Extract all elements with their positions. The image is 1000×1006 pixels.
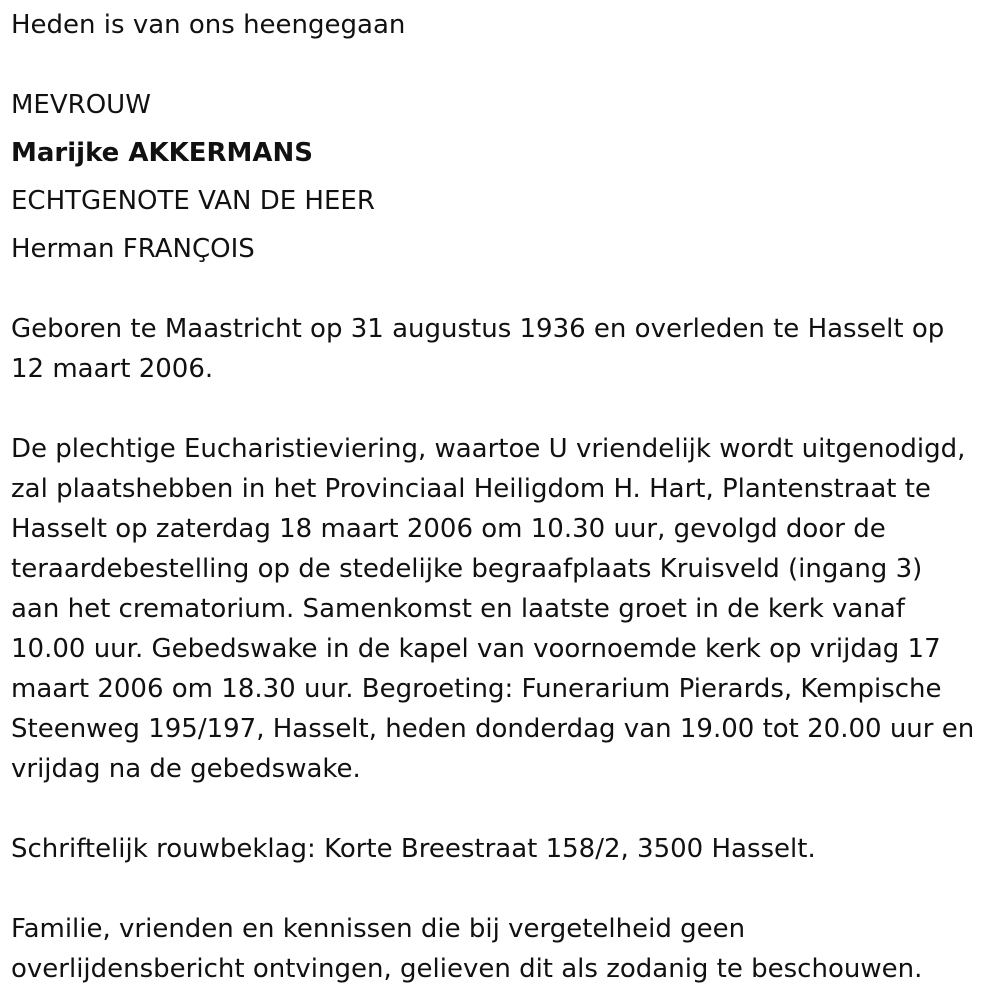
- ceremony-line: Hasselt op zaterdag 18 maart 2006 om 10.30 uur, gevolgd door de: [11, 514, 886, 544]
- deceased-relation: ECHTGENOTE VAN DE HEER: [11, 186, 375, 216]
- intro-text: Heden is van ons heengegaan: [11, 10, 406, 40]
- ceremony-line: Steenweg 195/197, Hasselt, heden donderdag van 19.00 tot 20.00 uur en: [11, 714, 975, 744]
- closing-line: Familie, vrienden en kennissen die bij vergetelheid geen: [11, 914, 746, 944]
- birth-death-line: Geboren te Maastricht op 31 augustus 1936 en overleden te Hasselt op: [11, 314, 945, 344]
- ceremony-line: teraardebestelling op de stedelijke begraafplaats Kruisveld (ingang 3): [11, 554, 923, 584]
- ceremony-paragraph: [11, 429, 991, 789]
- spouse-name: Herman FRANÇOIS: [11, 234, 255, 264]
- closing-line: overlijdensbericht ontvingen, gelieven dit als zodanig te beschouwen.: [11, 954, 923, 984]
- closing-paragraph: [11, 909, 991, 989]
- deceased-name: Marijke AKKERMANS: [11, 138, 314, 168]
- birth-death-line: 12 maart 2006.: [11, 354, 214, 384]
- ceremony-line: De plechtige Eucharistieviering, waartoe U vriendelijk wordt uitgenodigd,: [11, 434, 966, 464]
- ceremony-line: maart 2006 om 18.30 uur. Begroeting: Funerarium Pierards, Kempische: [11, 674, 942, 704]
- deceased-title: MEVROUW: [11, 90, 151, 120]
- ceremony-line: zal plaatshebben in het Provinciaal Heiligdom H. Hart, Plantenstraat te: [11, 474, 931, 504]
- birth-death-paragraph: [11, 309, 991, 389]
- ceremony-line: vrijdag na de gebedswake.: [11, 754, 361, 784]
- condolences-text: Schriftelijk rouwbeklag: Korte Breestraat 158/2, 3500 Hasselt.: [11, 834, 816, 864]
- ceremony-line: aan het crematorium. Samenkomst en laatste groet in de kerk vanaf: [11, 594, 905, 624]
- obituary-document: [11, 0, 991, 989]
- ceremony-line: 10.00 uur. Gebedswake in de kapel van voornoemde kerk op vrijdag 17: [11, 634, 941, 664]
